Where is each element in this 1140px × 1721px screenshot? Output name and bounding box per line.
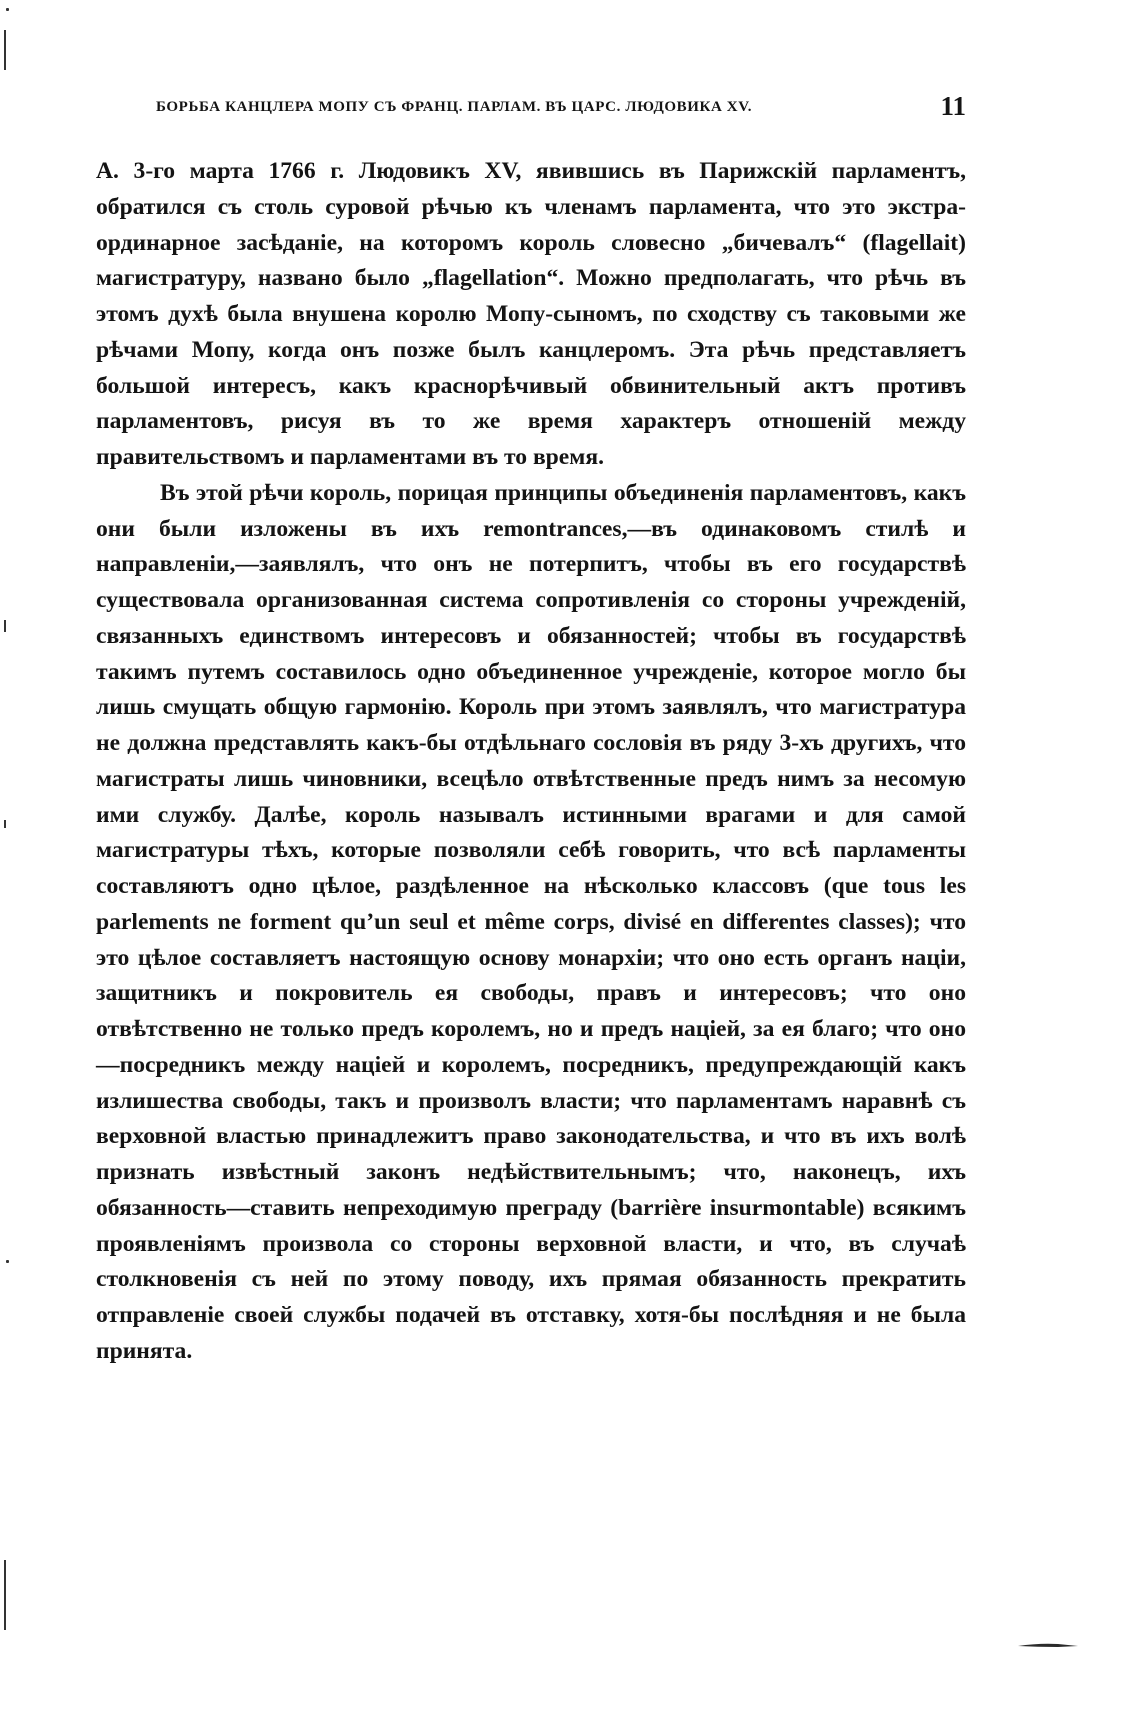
scan-edge-dot [6, 8, 9, 11]
scan-edge-dot [6, 1260, 9, 1263]
scan-edge-mark [4, 30, 6, 70]
running-head: БОРЬБА КАНЦЛЕРА МОПУ СЪ ФРАНЦ. ПАРЛАМ. ВЪ ЦАРС. ЛЮДОВИКА XV. [156, 99, 753, 115]
scan-smudge-mark [1018, 1642, 1078, 1648]
scan-edge-mark [4, 1560, 6, 1630]
page-header [156, 91, 966, 125]
paragraph-1: А. 3-го марта 1766 г. Людовикъ XV, явившись въ Парижскій парламентъ, обратился съ столь суровой рѣчью къ членамъ парламента, что это экстра-ординарное засѣданіе, на которомъ король словесно „бичевалъ“ (flagellait) магистратуру, названо было „flagellation“. Можно предполагать, что рѣчь въ этомъ духѣ была внушена королю Мопу-сыномъ, по сходству съ таковыми же рѣчами Мопу, когда онъ позже былъ канцлеромъ. Эта рѣчь представляетъ большой интересъ, какъ краснорѣчивый обвинительный актъ противъ парламентовъ, рисуя въ то же время характеръ отношеній между правительствомъ и парламентами въ то время. [96, 158, 966, 470]
scan-edge-mark [4, 620, 6, 632]
page-body [96, 154, 966, 1370]
paragraph-2: Въ этой рѣчи король, порицая принципы объединенія парламентовъ, какъ они были изложены въ ихъ remontrances,—въ одинаковомъ стилѣ и направленіи,—заявлялъ, что онъ не потерпитъ, чтобы въ его государствѣ существовала организованная система сопротивленія со стороны учрежденій, связанныхъ единствомъ интересовъ и обязанностей; чтобы въ государствѣ такимъ путемъ составилось одно объединенное учрежденіе, которое могло бы лишь смущать общую гармонію. Король при этомъ заявлялъ, что магистратура не должна представлять какъ-бы отдѣльнаго сословія въ ряду 3-хъ другихъ, что магистраты лишь чиновники, всецѣло отвѣтственные предъ нимъ за несомую ими службу. Далѣе, король называлъ истинными врагами и для самой магистратуры тѣхъ, которые позволяли себѣ говорить, что всѣ парламенты составляютъ одно цѣлое, раздѣленное на нѣсколько классовъ (que tous les parlements ne forment qu’un seul et même corps, divisé en differentes classes); что это цѣлое составляетъ настоящую основу монархіи; что оно есть органъ націи, защитникъ и покровитель ея свободы, правъ и интересовъ; что оно отвѣтственно не только предъ королемъ, но и предъ націей, за ея благо; что оно—посредникъ между націей и королемъ, посредникъ, предупреждающій какъ излишества свободы, такъ и произволъ власти; что парламентамъ наравнѣ съ верховной властью принадлежитъ право законодательства, и что въ ихъ волѣ признать извѣстный законъ недѣйствительнымъ; что, наконецъ, ихъ обязанность—ставить непреходимую преграду (barrière insurmontable) всякимъ проявленіямъ произвола со стороны верховной власти, и что, въ случаѣ столкновенія съ ней по этому поводу, ихъ прямая обязанность прекратить отправленіе своей службы подачей въ отставку, хотя-бы послѣдняя и не была принята. [96, 479, 966, 1364]
scan-edge-mark [4, 820, 6, 828]
page-number: 11 [940, 91, 966, 121]
